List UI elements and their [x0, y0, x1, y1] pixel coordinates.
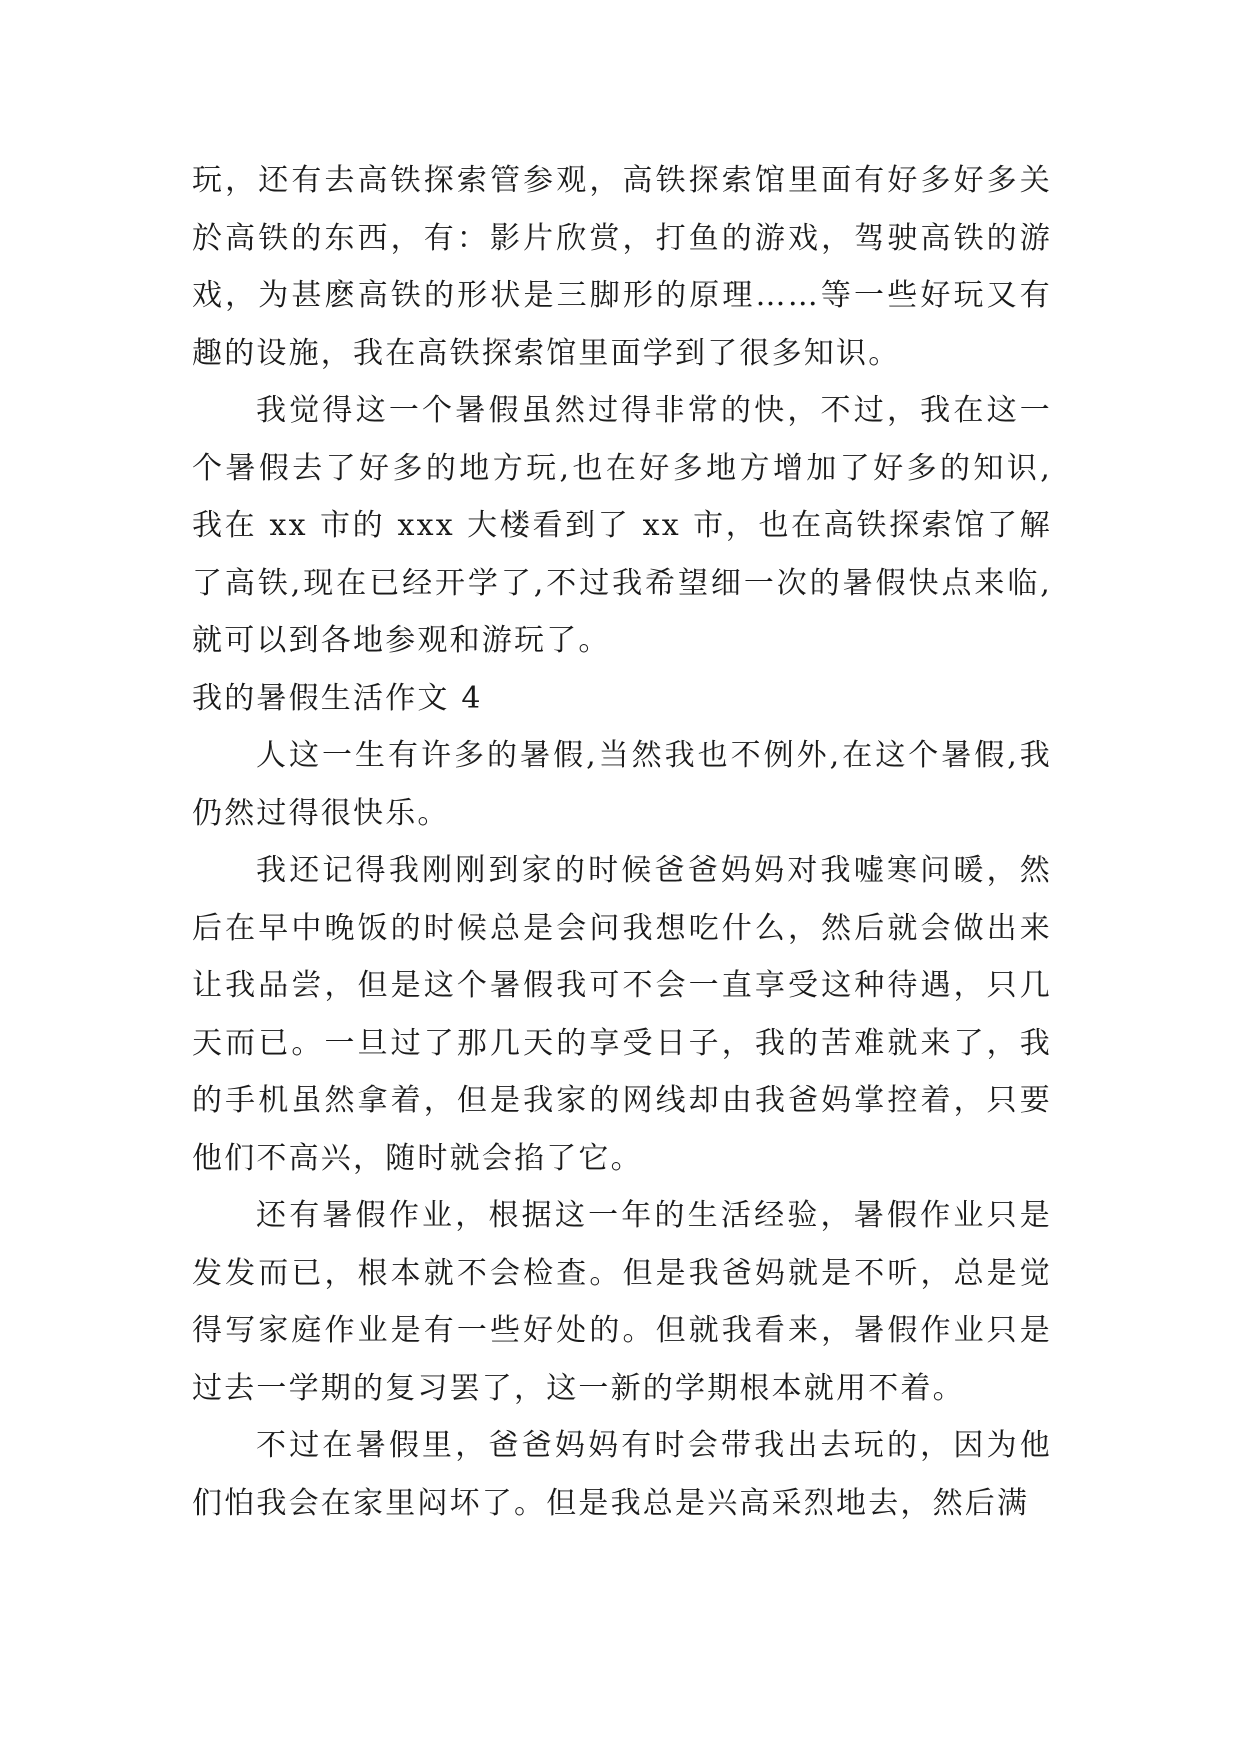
paragraph: 还有暑假作业，根据这一年的生活经验，暑假作业只是发发而已，根本就不会检查。但是我爸妈就是不听，总是觉得写家庭作业是有一些好处的。但就我看来，暑假作业只是过去一学期的复习罢了，这一新的学期根本就用不着。 — [192, 1198, 1052, 1406]
paragraph: 我还记得我刚刚到家的时候爸爸妈妈对我嘘寒问暖，然后在早中晚饭的时候总是会问我想吃什么，然后就会做出来让我品尝，但是这个暑假我可不会一直享受这种待遇，只几天而已。一旦过了那几天的享受日子，我的苦难就来了，我的手机虽然拿着，但是我家的网线却由我爸妈掌控着，只要他们不高兴，随时就会掐了它。 — [192, 853, 1052, 1176]
document-page — [192, 152, 1052, 1532]
paragraph: 我觉得这一个暑假虽然过得非常的快，不过，我在这一个暑假去了好多的地方玩,也在好多地方增加了好多的知识,我在 xx 市的 xxx 大楼看到了 xx 市，也在高铁探索馆了解了高铁,现在已经开学了,不过我希望细一次的暑假快点来临,就可以到各地参观和游玩了。 — [192, 393, 1052, 658]
paragraph: 不过在暑假里，爸爸妈妈有时会带我出去玩的，因为他们怕我会在家里闷坏了。但是我总是兴高采烈地去，然后满 — [192, 1428, 1052, 1521]
paragraph-continued: 玩，还有去高铁探索管参观，高铁探索馆里面有好多好多关於高铁的东西，有：影片欣赏，打鱼的游戏，驾驶高铁的游戏，为甚麽高铁的形状是三脚形的原理……等一些好玩又有趣的设施，我在高铁探索馆里面学到了很多知识。 — [192, 163, 1052, 371]
paragraph: 人这一生有许多的暑假,当然我也不例外,在这个暑假,我仍然过得很快乐。 — [192, 738, 1052, 831]
section-heading: 我的暑假生活作文 4 — [192, 680, 483, 716]
